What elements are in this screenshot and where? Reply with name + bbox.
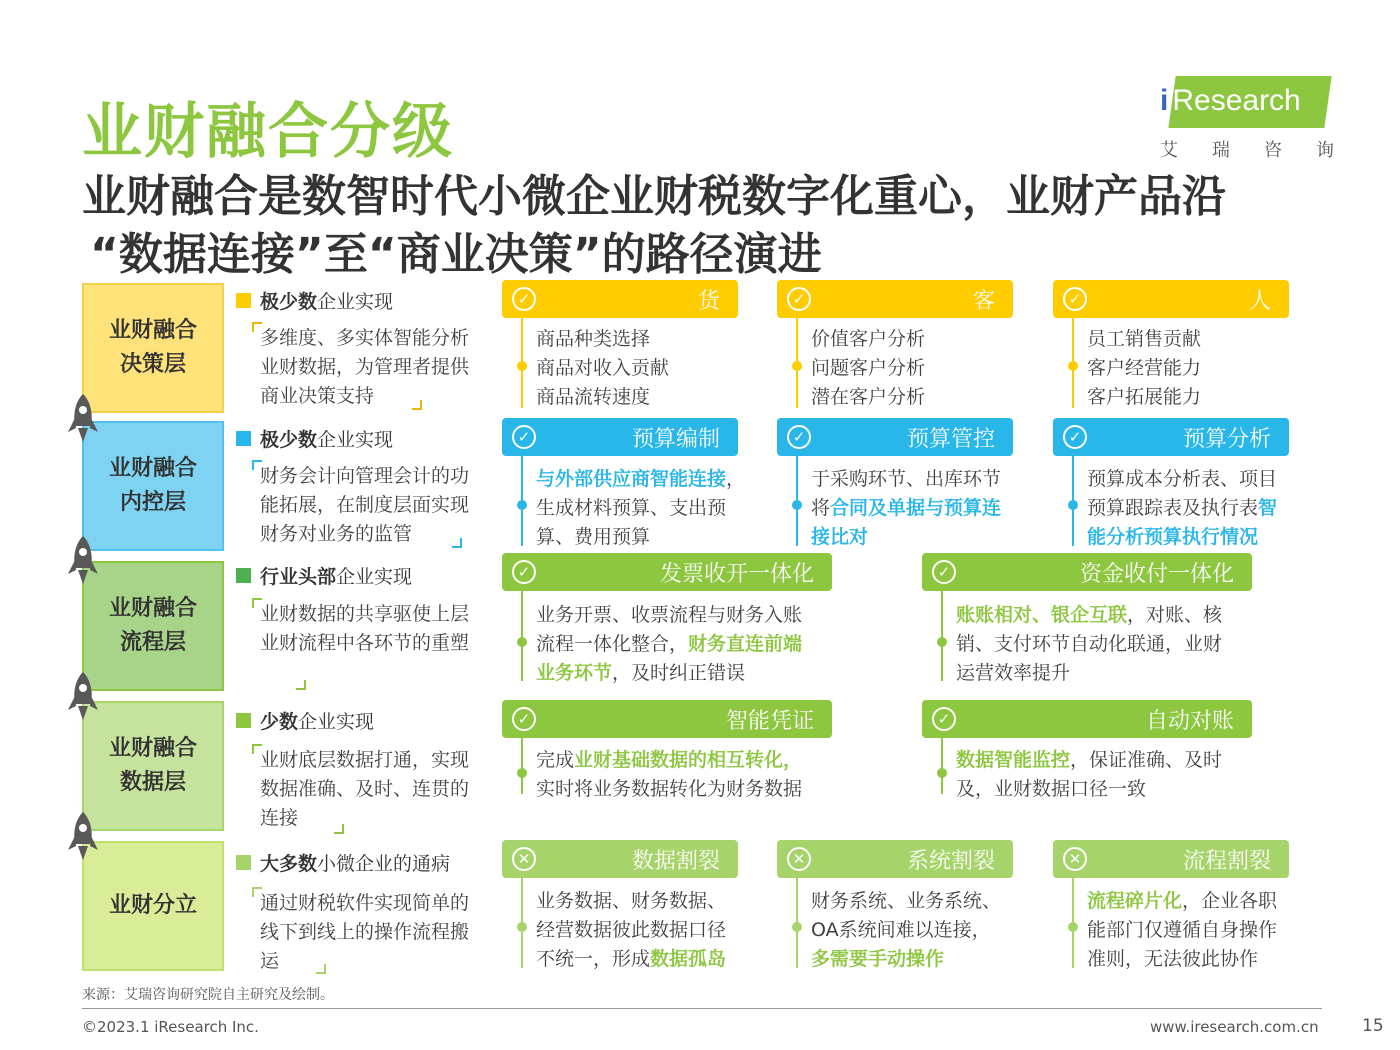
card-dot <box>517 500 527 510</box>
check-icon: ✓ <box>512 560 536 584</box>
bracket-close <box>334 824 344 834</box>
card-connector <box>521 738 523 794</box>
card-header-budget-analysis: ✓ 预算分析 <box>1053 418 1289 456</box>
card-header-payment: ✓ 资金收付一体化 <box>922 553 1252 591</box>
card-dot <box>517 922 527 932</box>
card-body: 业务数据、财务数据、 经营数据彼此数据口径 不统一，形成数据孤岛 <box>536 890 727 970</box>
cross-icon: ✕ <box>512 847 536 871</box>
card-dot <box>1068 500 1078 510</box>
card-header-people: ✓ 人 <box>1053 280 1289 318</box>
card-body: 商品种类选择 商品对收入贡献 商品流转速度 <box>536 328 670 408</box>
card-dot <box>792 922 802 932</box>
card-dot <box>792 361 802 371</box>
card-body: 完成业财基础数据的相互转化， 实时将业务数据转化为财务数据 <box>536 749 803 800</box>
card-dot <box>517 768 527 778</box>
check-icon: ✓ <box>1063 425 1087 449</box>
check-icon: ✓ <box>512 707 536 731</box>
subtitle-line-1: 业财融合是数智时代小微企业财税数字化重心，业财产品沿 <box>82 171 1226 222</box>
logo-wordmark: i Research <box>1160 84 1301 117</box>
card-body: 于采购环节、出库环节 将合同及单据与预算连 接比对 <box>811 468 1002 548</box>
card-body: 业务开票、收票流程与财务入账 流程一体化整合，财务直连前端 业务环节，及时纠正错误 <box>536 604 803 684</box>
rocket-icon <box>66 534 100 586</box>
layer-category: 大多数 小微企业的通病 <box>236 849 450 876</box>
card-header-goods: ✓ 货 <box>502 280 738 318</box>
bracket-close <box>412 400 422 410</box>
card-dot <box>937 768 947 778</box>
card-header-smart-voucher: ✓ 智能凭证 <box>502 700 832 738</box>
page-number: 15 <box>1362 1016 1384 1036</box>
layer-description: 通过财税软件实现简单的线下到线上的操作流程搬运 <box>260 892 470 972</box>
bracket-close <box>296 680 306 690</box>
layer-category: 极少数 企业实现 <box>236 425 393 452</box>
card-header-budget-control: ✓ 预算管控 <box>777 418 1013 456</box>
check-icon: ✓ <box>512 287 536 311</box>
card-header-process-split: ✕ 流程割裂 <box>1053 840 1289 878</box>
bracket-open <box>252 598 262 608</box>
card-dot <box>517 361 527 371</box>
check-icon: ✓ <box>1063 287 1087 311</box>
logo-chinese: 艾瑞咨询 <box>1160 140 1368 161</box>
layer-description: 财务会计向管理会计的功能拓展，在制度层面实现财务对业务的监管 <box>260 465 470 545</box>
bracket-open <box>252 887 262 897</box>
layer-process: 业财融合 流程层 <box>82 561 224 691</box>
check-icon: ✓ <box>512 425 536 449</box>
bracket-open <box>252 460 262 470</box>
footer-divider <box>82 1008 1322 1009</box>
rocket-icon <box>66 670 100 722</box>
layer-description: 业财底层数据打通，实现数据准确、及时、连贯的连接 <box>260 749 470 829</box>
bracket-close <box>316 964 326 974</box>
card-dot <box>1068 361 1078 371</box>
subtitle-line-2: “数据连接”至“商业决策”的路径演进 <box>90 229 822 280</box>
card-connector <box>941 738 943 794</box>
card-header-budget-prep: ✓ 预算编制 <box>502 418 738 456</box>
rocket-icon <box>66 392 100 444</box>
card-dot <box>792 500 802 510</box>
cross-icon: ✕ <box>1063 847 1087 871</box>
check-icon: ✓ <box>932 560 956 584</box>
rocket-icon <box>66 810 100 862</box>
card-body: 财务系统、业务系统、 OA系统间难以连接， 多需要手动操作 <box>811 890 1002 970</box>
card-header-auto-reconcile: ✓ 自动对账 <box>922 700 1252 738</box>
check-icon: ✓ <box>787 425 811 449</box>
layer-control: 业财融合 内控层 <box>82 421 224 551</box>
card-header-customer: ✓ 客 <box>777 280 1013 318</box>
card-body: 预算成本分析表、项目 预算跟踪表及执行表智 能分析预算执行情况 <box>1087 468 1278 548</box>
layer-category: 少数 企业实现 <box>236 707 374 734</box>
check-icon: ✓ <box>787 287 811 311</box>
source-note: 来源：艾瑞咨询研究院自主研究及绘制。 <box>82 987 334 1003</box>
website-url: www.iresearch.com.cn <box>1150 1018 1319 1036</box>
card-body: 员工销售贡献 客户经营能力 客户拓展能力 <box>1087 328 1202 408</box>
card-dot <box>1068 922 1078 932</box>
card-header-invoice: ✓ 发票收开一体化 <box>502 553 832 591</box>
layer-description: 业财数据的共享驱使上层业财流程中各环节的重塑 <box>260 603 470 654</box>
bracket-close <box>452 538 462 548</box>
card-connector <box>941 591 943 681</box>
card-header-data-split: ✕ 数据割裂 <box>502 840 738 878</box>
bracket-open <box>252 322 262 332</box>
cross-icon: ✕ <box>787 847 811 871</box>
card-body: 流程碎片化，企业各职 能部门仅遵循自身操作 准则，无法彼此协作 <box>1087 890 1278 970</box>
layer-data: 业财融合 数据层 <box>82 701 224 831</box>
bracket-open <box>252 744 262 754</box>
check-icon: ✓ <box>932 707 956 731</box>
layer-split: 业财分立 <box>82 841 224 971</box>
page-subtitle <box>82 168 1332 284</box>
card-dot <box>937 637 947 647</box>
card-dot <box>517 637 527 647</box>
copyright: ©2023.1 iResearch Inc. <box>82 1018 259 1036</box>
iresearch-logo <box>1158 76 1368 166</box>
card-header-system-split: ✕ 系统割裂 <box>777 840 1013 878</box>
layer-category: 极少数 企业实现 <box>236 287 393 314</box>
card-body: 与外部供应商智能连接， 生成材料预算、支出预 算、费用预算 <box>536 468 746 548</box>
page-title: 业财融合分级 <box>82 97 454 167</box>
layer-description: 多维度、多实体智能分析业财数据，为管理者提供商业决策支持 <box>260 327 470 407</box>
layer-category: 行业头部 企业实现 <box>236 562 412 589</box>
layer-decision: 业财融合 决策层 <box>82 283 224 413</box>
card-body: 账账相对、银企互联，对账、核 销、支付环节自动化联通，业财 运营效率提升 <box>956 604 1223 684</box>
card-body: 价值客户分析 问题客户分析 潜在客户分析 <box>811 328 926 408</box>
card-connector <box>521 591 523 681</box>
card-body: 数据智能监控，保证准确、及时 及，业财数据口径一致 <box>956 749 1223 800</box>
